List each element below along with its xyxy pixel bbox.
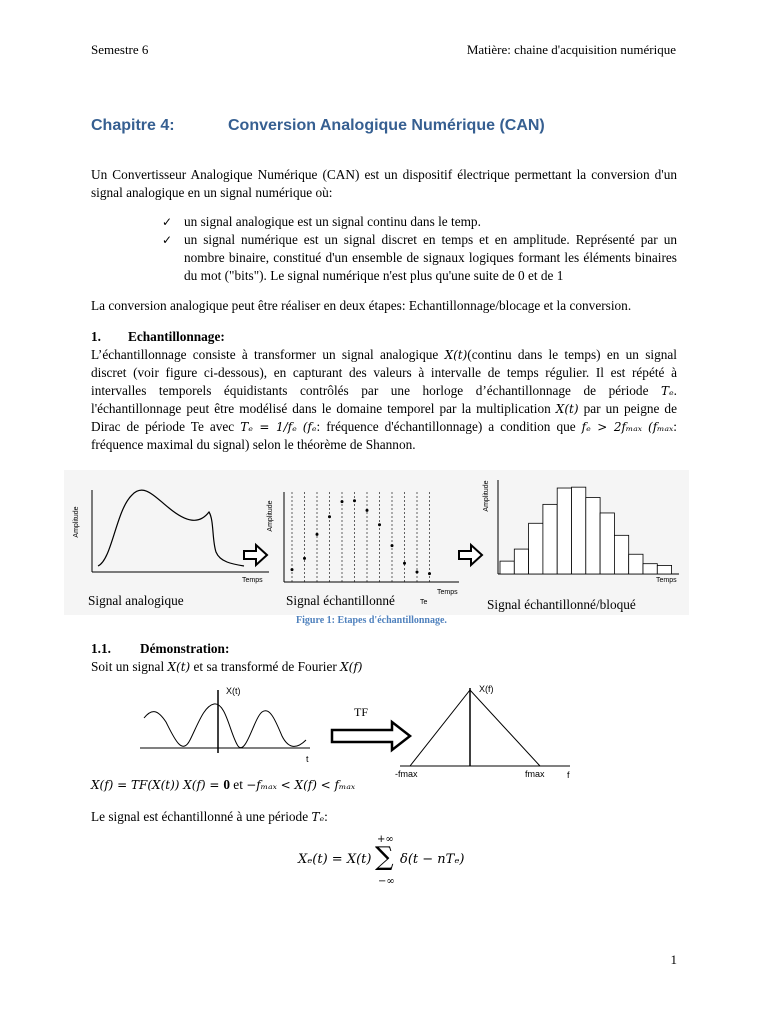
sample-point: [303, 557, 306, 560]
caption-sampled: Signal échantillonné: [286, 593, 395, 608]
math-fmax: (fₘₐₓ: [648, 420, 674, 434]
chapter-title: Conversion Analogique Numérique (CAN): [228, 117, 545, 134]
spectrum-triangle: [410, 690, 540, 766]
blocked-bar: [529, 523, 543, 574]
sample-point: [391, 544, 394, 547]
math-xf: X(f): [340, 660, 363, 674]
section-title: Démonstration:: [140, 641, 230, 656]
para-text: et sa transformé de Fourier: [193, 659, 337, 674]
sum-symbol: ∑: [375, 842, 394, 872]
bullet-item: un signal analogique est un signal continu dans le temp.: [184, 214, 481, 229]
sample-point: [353, 499, 356, 502]
para-text: Soit un signal: [91, 659, 165, 674]
sample-point: [378, 523, 381, 526]
tf-arrow: [332, 722, 410, 750]
blocked-bar: [600, 513, 614, 574]
blocked-bar: [543, 504, 557, 574]
equation-part: −fₘₐₓ < X(f) < fₘₐₓ: [246, 778, 356, 792]
caption-blocked: Signal échantillonné/bloqué: [487, 597, 636, 612]
caption-analog: Signal analogique: [88, 593, 184, 608]
math-xt: X(t): [444, 348, 468, 362]
section-title: Echantillonnage:: [128, 329, 225, 344]
sample-point: [416, 571, 419, 574]
math-fe: (fₑ: [302, 420, 317, 434]
math-te-formula: Tₑ = 1/fₑ: [240, 420, 297, 434]
sample-point: [341, 500, 344, 503]
equation-part: et: [229, 777, 247, 792]
section-number: 1.1.: [91, 641, 111, 656]
intro-paragraph: Un Convertisseur Analogique Numérique (CAN) est un dispositif électrique permettant la conversion d'un signal analogique en un signal numérique où:: [91, 167, 677, 200]
equation-part: X(f) = TF(X(t)) X(f) =: [91, 778, 224, 792]
blocked-bar: [643, 564, 657, 574]
blocked-bar: [586, 497, 600, 574]
blocked-bar: [572, 487, 586, 574]
bullet-item: un signal numérique est un signal discret en temps et en amplitude. Représenté par un nombre binaire, constitué d'un ensemble de signaux logiques formant les éléments binaires du mot ("bits"). Le signal numérique n'est plus qu'une suite de 0 et de 1: [184, 232, 677, 283]
math-shannon: fₑ > 2fₘₐₓ: [581, 420, 643, 434]
equation-rhs: δ(t − nTₑ): [400, 852, 465, 867]
fmax-label: fmax: [525, 769, 545, 779]
sample-point: [403, 562, 406, 565]
equation-lhs: Xₑ(t) = X(t): [298, 852, 372, 867]
amplitude-label: Amplitude: [267, 500, 274, 532]
blocked-bar: [629, 554, 643, 574]
header-left: Semestre 6: [91, 42, 149, 57]
temps-label: Temps: [656, 577, 677, 584]
figure-fourier: [130, 678, 590, 783]
temps-label: Temps: [437, 589, 458, 596]
blocked-bar: [614, 535, 628, 574]
sample-point: [291, 568, 294, 571]
para-text: : fréquence d'échantillonnage) a condition que: [316, 419, 576, 434]
para-text: l'échantillonnage peut être modélisé dans le domaine temporel par la multiplication: [91, 401, 551, 416]
sample-point: [428, 572, 431, 575]
amplitude-label: Amplitude: [483, 480, 490, 512]
time-signal-curve: [144, 704, 306, 748]
sampled-sentence: Le signal est échantillonné à une période Tₑ:: [91, 809, 328, 824]
para-text: Le signal est échantillonné à une période: [91, 809, 309, 824]
sample-point: [366, 509, 369, 512]
sample-point: [328, 515, 331, 518]
amplitude-label: Amplitude: [73, 506, 80, 538]
sum-lower-bound: −∞: [378, 876, 395, 887]
sampling-paragraph: L’échantillonnage consiste à transformer un signal analogique X(t)(continu dans le temps) en un signal discret (voir figure ci-dessous), en capturant des valeurs à intervalle de temps régulier. Il est répété à intervalles temporels équidistants contrôlés par une horloge d’échantillonnage de période Tₑ. l'échantillonnage peut être modélisé dans le domaine temporel par la multiplication X(t) par un peigne de Dirac de période Te avec Tₑ = 1/fₑ (fₑ: fréquence d'échantillonnage) a condition que fₑ > 2fₘₐₓ (fₘₐₓ: fréquence maximal du signal) selon le théorème de Shannon.: [91, 347, 677, 452]
para-text: : fréquence maximal du signal) selon le théorème de Shannon.: [91, 419, 677, 452]
page-number: 1: [670, 952, 677, 967]
equation-sampled-signal: [298, 834, 498, 888]
xf-label: X(f): [479, 684, 494, 694]
temps-label: Temps: [242, 577, 263, 584]
math-te: Tₑ: [661, 384, 674, 398]
t-label: t: [306, 754, 309, 764]
blocked-bar: [557, 488, 571, 574]
blocked-bar: [514, 549, 528, 574]
xt-label: X(t): [226, 686, 241, 696]
neg-fmax-label: -fmax: [395, 769, 418, 779]
steps-paragraph: La conversion analogique peut être réaliser en deux étapes: Echantillonnage/blocage et la conversion.: [91, 298, 632, 313]
blocked-bar: [657, 565, 671, 574]
f-label: f: [567, 770, 570, 780]
chapter-number: Chapitre 4:: [91, 117, 175, 134]
section-number: 1.: [91, 329, 101, 344]
math-te: Tₑ: [311, 810, 325, 824]
check-icon: ✓: [162, 233, 173, 247]
figure-caption: Figure 1: Etapes d'échantillonnage.: [296, 615, 447, 626]
te-label: Te: [420, 599, 428, 606]
sum-upper-bound: +∞: [377, 834, 394, 845]
para-text: (continu dans le temps) en un signal discret (voir figure ci-dessous), en capturant des valeurs à intervalle de temps régulier. Il est répété à intervalles temporels équidistants contrôlés par une horloge d’échantillonnage de période: [91, 347, 677, 398]
para-text: par un peigne de Dirac de période Te avec: [91, 401, 677, 434]
math-xt: X(t): [555, 402, 579, 416]
tf-label: TF: [354, 705, 369, 719]
equation-zero: 0: [223, 777, 230, 792]
equation-fourier: [91, 776, 355, 794]
math-xt: X(t): [167, 660, 191, 674]
demo-sentence: [91, 658, 362, 676]
check-icon: ✓: [162, 215, 173, 229]
para-text: L’échantillonnage consiste à transformer un signal analogique: [91, 347, 439, 362]
sample-point: [316, 533, 319, 536]
header-right: Matière: chaine d'acquisition numérique: [466, 42, 676, 57]
blocked-bar: [500, 561, 514, 574]
